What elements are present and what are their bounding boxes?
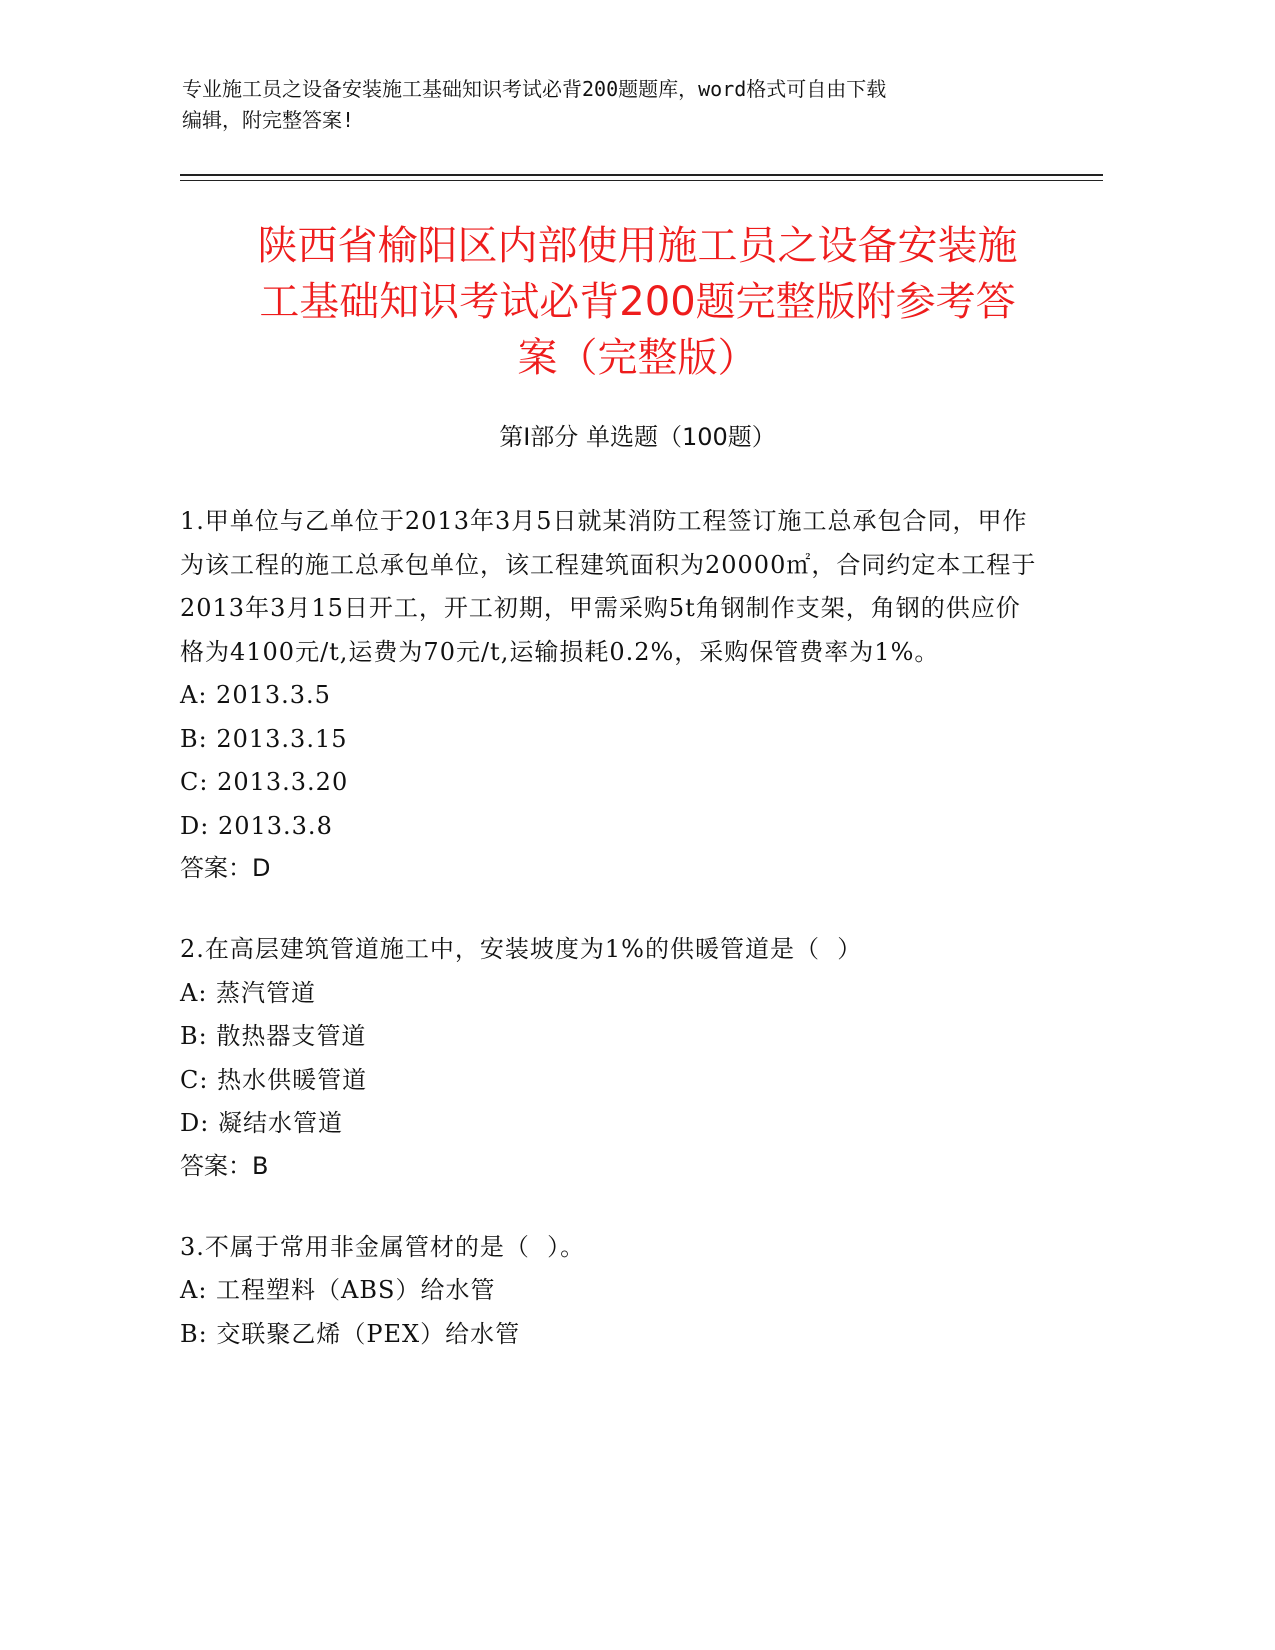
header-rule-thin (180, 180, 1103, 181)
document-title-line-3: 案（完整版） (517, 335, 758, 381)
option-d: D: 2013.3.8 (180, 811, 333, 840)
question-stem: 2.在高层建筑管道施工中，安装坡度为1%的供暖管道是（ ） (180, 935, 863, 963)
option-b: B: 交联聚乙烯（PEX）给水管 (180, 1319, 521, 1348)
answer-label: 答案：B (180, 1151, 269, 1180)
question-3 (180, 1226, 1040, 1357)
answer-label: 答案：D (180, 854, 271, 882)
option-d: D: 凝结水管道 (180, 1109, 343, 1137)
header-note-line-2: 编辑，附完整答案! (182, 108, 355, 132)
option-c: C: 热水供暖管道 (180, 1065, 368, 1094)
document-title-line-1: 陕西省榆阳区内部使用施工员之设备安装施 (257, 223, 1018, 269)
header-rule-thick (180, 174, 1103, 176)
question-1 (180, 500, 1040, 888)
header-note-line-1: 专业施工员之设备安装施工基础知识考试必背200题题库，word格式可自由下载 (182, 77, 887, 101)
question-list (180, 500, 1040, 1396)
option-b: B: 2013.3.15 (180, 724, 348, 753)
option-c: C: 2013.3.20 (180, 768, 349, 796)
question-stem: 3.不属于常用非金属管材的是（ ）。 (180, 1232, 586, 1261)
question-2 (180, 928, 1040, 1186)
document-title (150, 218, 1125, 386)
option-a: A: 2013.3.5 (180, 681, 331, 709)
document-title-line-2: 工基础知识考试必背200题完整版附参考答 (259, 279, 1016, 325)
section-heading: 第I部分 单选题（100题） (499, 423, 776, 451)
header-note (182, 74, 1042, 136)
option-a: A: 工程塑料（ABS）给水管 (180, 1276, 496, 1304)
question-stem: 1.甲单位与乙单位于2013年3月5日就某消防工程签订施工总承包合同，甲作为该工程的施工总承包单位，该工程建筑面积为20000㎡，合同约定本工程于2013年3月15日开工，开工初期，甲需采购5t角钢制作支架，角钢的供应价格为4100元/t,运费为70元/t,运输损耗0.2%，采购保管费率为1%。 (180, 507, 1037, 666)
option-b: B: 散热器支管道 (180, 1022, 367, 1050)
option-a: A: 蒸汽管道 (180, 978, 317, 1007)
